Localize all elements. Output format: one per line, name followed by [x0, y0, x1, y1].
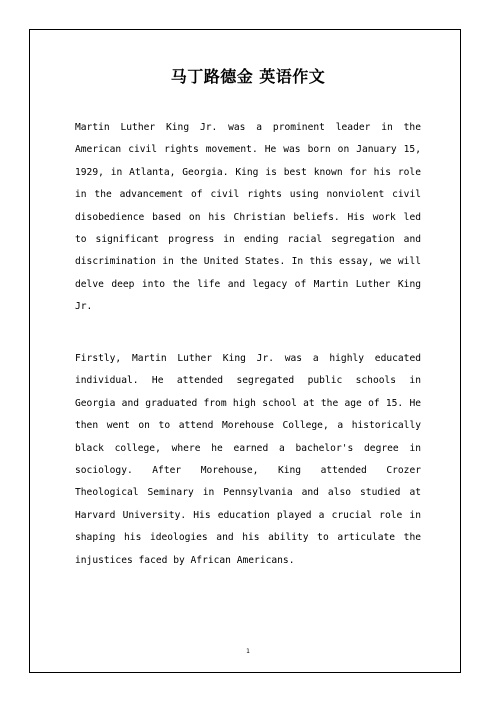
document-title: 马丁路德金 英语作文: [170, 67, 326, 86]
page-number: 1: [246, 648, 250, 655]
paragraph-2: Firstly, Martin Luther King Jr. was a highly educated individual. He attended segregated public schools in Georgia and graduated from high school at the age of 15. He then went on to attend Morehouse College, a historically black college, where he earned a bachelor's degree in sociology. After Morehouse, King attended Crozer Theological Seminary in Pennsylvania and also studied at Harvard University. His education played a crucial role in shaping his ideologies and his ability to articulate the injustices faced by African Americans.: [75, 353, 421, 566]
paragraph-1: Martin Luther King Jr. was a prominent leader in the American civil rights movement. He was born on January 15, 1929, in Atlanta, Georgia. King is best known for his role in the advancement of civil rights using nonviolent civil disobedience based on his Christian beliefs. His work led to significant progress in ending racial segregation and discrimination in the United States. In this essay, we will delve deep into the life and legacy of Martin Luther King Jr.: [75, 122, 421, 313]
